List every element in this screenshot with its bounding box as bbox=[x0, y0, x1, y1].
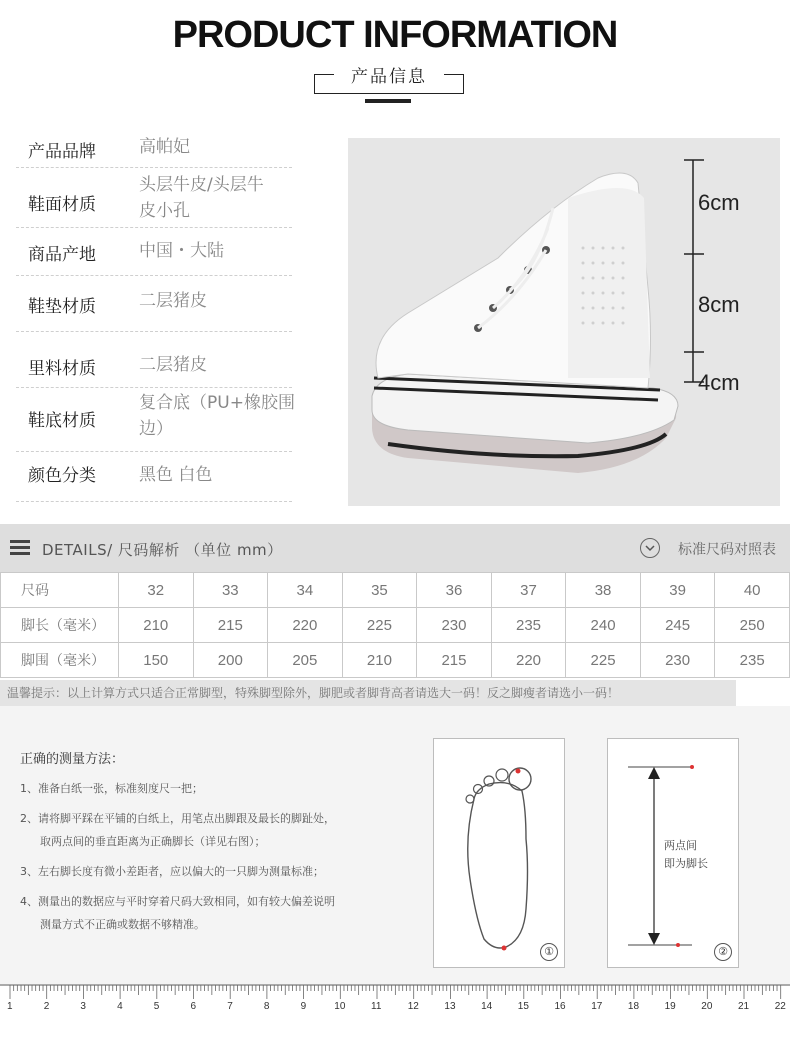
ruler-number: 2 bbox=[43, 1001, 50, 1012]
figure-number: ① bbox=[540, 943, 558, 961]
measure-step: 4、测量出的数据应与平时穿着尺码大致相同，如有较大偏差说明 bbox=[20, 895, 335, 908]
ruler-number: 5 bbox=[153, 1001, 160, 1012]
attr-value: 中国・大陆 bbox=[139, 241, 224, 261]
ruler-number: 8 bbox=[263, 1001, 270, 1012]
size-tip: 温馨提示：以上计算方式只适合正常脚型，特殊脚型除外，脚肥或者脚背高者请选大一码！反之脚瘦者请选小一码！ bbox=[0, 680, 736, 706]
table-row bbox=[1, 608, 790, 643]
table-cell: 36 bbox=[417, 573, 492, 608]
height-mid: 8cm bbox=[698, 292, 740, 317]
attr-color bbox=[16, 452, 292, 502]
table-cell: 225 bbox=[342, 608, 417, 643]
table-cell: 200 bbox=[193, 643, 268, 678]
attr-value: 高帕妃 bbox=[139, 137, 190, 157]
table-cell: 38 bbox=[566, 573, 641, 608]
foot-figure bbox=[433, 738, 565, 968]
page-subtitle: 产品信息 bbox=[334, 62, 444, 87]
table-cell: 245 bbox=[640, 608, 715, 643]
ruler-number: 15 bbox=[517, 1001, 529, 1012]
ruler-number: 10 bbox=[334, 1001, 346, 1012]
ruler-number: 4 bbox=[117, 1001, 123, 1012]
measure-step: 测量方式不正确或数据不够精准。 bbox=[40, 918, 205, 931]
foot-outline-icon bbox=[434, 739, 564, 967]
ruler-number: 1 bbox=[7, 1001, 13, 1012]
table-cell: 150 bbox=[119, 643, 194, 678]
ruler-number: 9 bbox=[300, 1001, 307, 1012]
attr-brand bbox=[16, 128, 292, 168]
ruler-number: 7 bbox=[227, 1001, 233, 1012]
table-cell: 32 bbox=[119, 573, 194, 608]
row-header: 脚长（毫米） bbox=[1, 608, 119, 643]
table-cell: 40 bbox=[715, 573, 790, 608]
ruler-number: 14 bbox=[481, 1001, 493, 1012]
product-photo bbox=[348, 138, 780, 506]
table-cell: 35 bbox=[342, 573, 417, 608]
table-cell: 210 bbox=[119, 608, 194, 643]
attr-sole bbox=[16, 388, 295, 452]
ruler-number: 17 bbox=[591, 1001, 603, 1012]
table-cell: 225 bbox=[566, 643, 641, 678]
details-bar bbox=[0, 524, 790, 572]
chevron-down-icon[interactable] bbox=[640, 538, 660, 558]
ruler-number: 19 bbox=[664, 1001, 676, 1012]
table-cell: 240 bbox=[566, 608, 641, 643]
figure-note-line-1: 两点间 bbox=[664, 839, 697, 852]
attr-key: 商品产地 bbox=[28, 245, 96, 265]
table-cell: 235 bbox=[715, 643, 790, 678]
table-cell: 37 bbox=[491, 573, 566, 608]
ruler-number: 12 bbox=[407, 1001, 419, 1012]
attr-lining bbox=[16, 332, 292, 388]
attr-key: 产品品牌 bbox=[28, 142, 96, 162]
ruler-number: 13 bbox=[444, 1001, 456, 1012]
table-cell: 210 bbox=[342, 643, 417, 678]
attr-value: 二层猪皮 bbox=[139, 291, 207, 311]
figure-note-line-2: 即为脚长 bbox=[664, 857, 708, 870]
table-cell: 250 bbox=[715, 608, 790, 643]
height-bottom: 4cm bbox=[698, 370, 740, 395]
figure-number: ② bbox=[714, 943, 732, 961]
attr-key: 鞋垫材质 bbox=[28, 297, 96, 317]
table-cell: 220 bbox=[491, 643, 566, 678]
figure-note bbox=[664, 837, 708, 873]
measure-step: 1、准备白纸一张，标准刻度尺一把； bbox=[20, 782, 203, 795]
ruler-number: 22 bbox=[774, 1001, 786, 1012]
length-figure bbox=[607, 738, 739, 968]
table-cell: 215 bbox=[193, 608, 268, 643]
attr-key: 鞋面材质 bbox=[28, 195, 96, 215]
table-cell: 34 bbox=[268, 573, 343, 608]
ruler-number: 18 bbox=[627, 1001, 640, 1012]
table-cell: 205 bbox=[268, 643, 343, 678]
measure-step: 取两点间的垂直距离为正确脚长（详见右图）； bbox=[40, 835, 266, 848]
table-cell: 230 bbox=[417, 608, 492, 643]
attr-key: 里料材质 bbox=[28, 359, 96, 379]
ruler-number: 3 bbox=[80, 1001, 86, 1012]
page-title: PRODUCT INFORMATION bbox=[172, 14, 618, 56]
measure-step: 3、左右脚长度有微小差距者，应以偏大的一只脚为测量标准； bbox=[20, 865, 324, 878]
attr-value: 二层猪皮 bbox=[139, 355, 207, 375]
attr-value: 黑色 白色 bbox=[139, 465, 213, 485]
table-cell: 220 bbox=[268, 608, 343, 643]
ruler-number: 11 bbox=[371, 1001, 382, 1012]
title-underline bbox=[365, 99, 411, 103]
measure-title: 正确的测量方法： bbox=[20, 752, 125, 767]
measure-step: 2、请将脚平踩在平铺的白纸上，用笔点出脚跟及最长的脚趾处， bbox=[20, 812, 335, 825]
table-cell: 39 bbox=[640, 573, 715, 608]
attr-key: 鞋底材质 bbox=[28, 411, 96, 431]
table-row bbox=[1, 643, 790, 678]
row-header: 尺码 bbox=[1, 573, 119, 608]
measure-section bbox=[0, 706, 790, 984]
table-cell: 215 bbox=[417, 643, 492, 678]
row-header: 脚围（毫米） bbox=[1, 643, 119, 678]
ruler-number: 16 bbox=[554, 1001, 566, 1012]
table-row bbox=[1, 573, 790, 608]
attr-value: 头层牛皮/头层牛皮小孔 bbox=[139, 175, 264, 221]
size-table bbox=[0, 572, 790, 678]
subtitle-frame bbox=[314, 62, 464, 94]
details-label: DETAILS/ 尺码解析 （单位 mm） bbox=[42, 541, 283, 559]
ruler-number: 6 bbox=[190, 1001, 197, 1012]
ruler-number: 20 bbox=[701, 1001, 713, 1012]
menu-icon bbox=[10, 540, 30, 556]
table-cell: 230 bbox=[640, 643, 715, 678]
ruler-ticks bbox=[0, 984, 790, 1002]
table-cell: 235 bbox=[491, 608, 566, 643]
standard-size-link[interactable]: 标准尺码对照表 bbox=[678, 542, 776, 558]
attr-key: 颜色分类 bbox=[28, 466, 96, 486]
ruler-number: 21 bbox=[738, 1001, 750, 1012]
attr-upper-material bbox=[16, 168, 292, 228]
attr-value: 复合底（PU+橡胶围边） bbox=[139, 393, 295, 439]
ruler bbox=[0, 984, 790, 1037]
height-top: 6cm bbox=[698, 190, 740, 215]
attr-insole bbox=[16, 276, 292, 332]
table-cell: 33 bbox=[193, 573, 268, 608]
attr-origin bbox=[16, 228, 292, 276]
